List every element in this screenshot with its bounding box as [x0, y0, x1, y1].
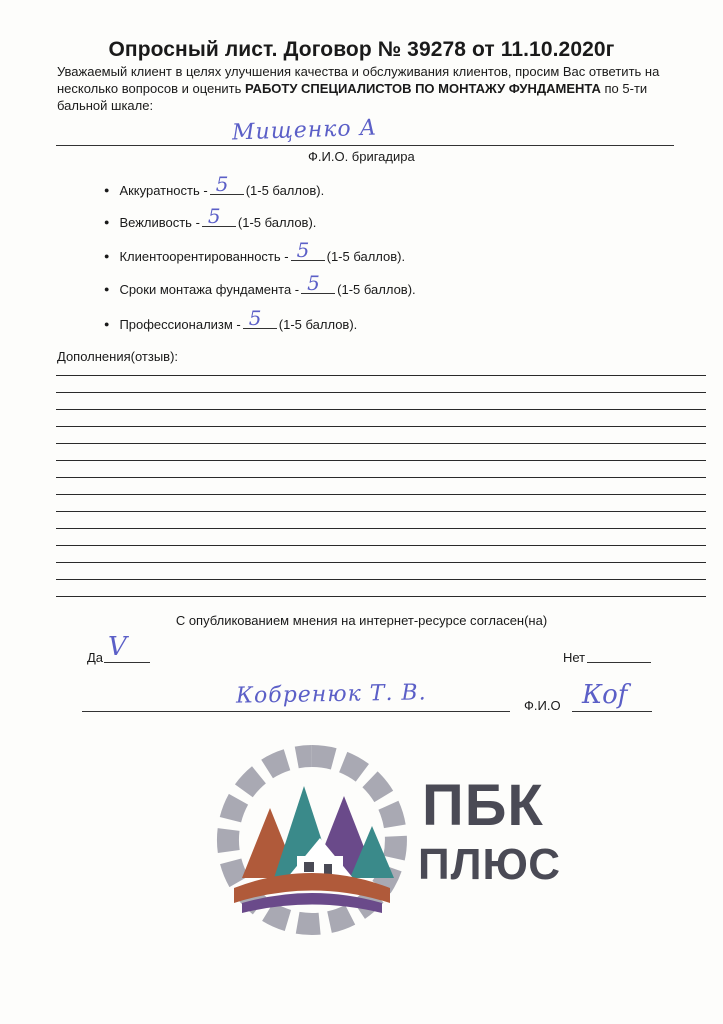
rating-label: Клиентоорентированность -: [119, 249, 289, 264]
forest-house-icon: [234, 786, 394, 913]
client-fio-label: Ф.И.О: [524, 698, 561, 713]
rating-scale: (1-5 баллов).: [245, 183, 325, 198]
feedback-line: [56, 426, 706, 427]
consent-yes-checkmark[interactable]: V: [108, 632, 127, 662]
client-name-handwritten[interactable]: Кобренюк Т. В.: [235, 680, 427, 709]
rating-item: [104, 204, 317, 230]
feedback-line: [56, 494, 706, 495]
rating-scale: (1-5 баллов).: [237, 215, 317, 230]
document-title: Опросный лист. Договор № 39278 от 11.10.2020г: [108, 38, 615, 61]
rating-scale: (1-5 баллов).: [337, 282, 416, 297]
foreman-name-line: [56, 145, 674, 146]
intro-tail-text: по 5-ти бальной шкале:: [57, 81, 648, 113]
rating-field[interactable]: [202, 204, 236, 228]
client-name-line: [82, 711, 510, 712]
feedback-line: [56, 596, 706, 597]
brand-name-line1: ПБК: [422, 773, 544, 838]
rating-value: 5: [296, 238, 310, 262]
bullet-icon: ●: [104, 217, 110, 227]
rating-value: 5: [207, 204, 221, 228]
feedback-line: [56, 562, 706, 563]
rating-field[interactable]: [243, 306, 277, 330]
rating-value: 5: [307, 271, 320, 295]
rating-field[interactable]: [301, 271, 335, 295]
bullet-icon: ●: [104, 185, 110, 195]
consent-text: С опубликованием мнения на интернет-ресурсе согласен(на): [175, 613, 548, 628]
rating-value: 5: [215, 172, 229, 196]
rating-field[interactable]: [291, 238, 325, 262]
feedback-line: [56, 545, 706, 546]
client-signature-line: [572, 711, 652, 712]
rating-scale: (1-5 баллов).: [326, 249, 406, 264]
feedback-line: [56, 375, 706, 376]
rating-label: Сроки монтажа фундамента -: [119, 282, 300, 297]
client-signature[interactable]: Коf: [582, 680, 628, 710]
intro-paragraph: [57, 63, 667, 114]
feedback-line: [56, 528, 706, 529]
consent-no-field[interactable]: [587, 662, 651, 663]
bullet-icon: ●: [104, 251, 110, 261]
rating-item: [104, 271, 416, 297]
bullet-icon: ●: [104, 319, 110, 329]
feedback-line: [56, 392, 706, 393]
rating-label: Вежливость -: [119, 215, 200, 230]
rating-field[interactable]: [210, 172, 244, 196]
feedback-line: [56, 443, 706, 444]
consent-yes-field[interactable]: [104, 662, 150, 663]
brand-name-line2: ПЛЮС: [418, 840, 562, 889]
bullet-icon: ●: [104, 284, 110, 294]
rating-value: 5: [248, 306, 262, 330]
consent-no-label: Нет: [563, 650, 586, 665]
foreman-caption: Ф.И.О. бригадира: [308, 149, 415, 164]
feedback-line: [56, 460, 706, 461]
feedback-line: [56, 579, 706, 580]
rating-item: [104, 306, 358, 332]
feedback-label: Дополнения(отзыв):: [57, 349, 179, 364]
rating-label: Профессионализм -: [119, 317, 241, 332]
foreman-name-handwritten[interactable]: Мищенко А: [231, 115, 378, 146]
feedback-line: [56, 409, 706, 410]
consent-yes-label: Да: [87, 650, 104, 665]
rating-scale: (1-5 баллов).: [278, 317, 358, 332]
rating-item: [104, 238, 406, 264]
intro-bold-text: РАБОТУ СПЕЦИАЛИСТОВ ПО МОНТАЖУ ФУНДАМЕНТА: [245, 81, 601, 96]
intro-text: Уважаемый клиент в целях улучшения качества и обслуживания клиентов, просим Вас ответить на несколько вопросов и оценить: [57, 64, 660, 96]
company-logo-emblem: [212, 738, 412, 958]
rating-label: Аккуратность -: [119, 183, 208, 198]
feedback-line: [56, 477, 706, 478]
feedback-line: [56, 511, 706, 512]
rating-item: [104, 172, 325, 198]
